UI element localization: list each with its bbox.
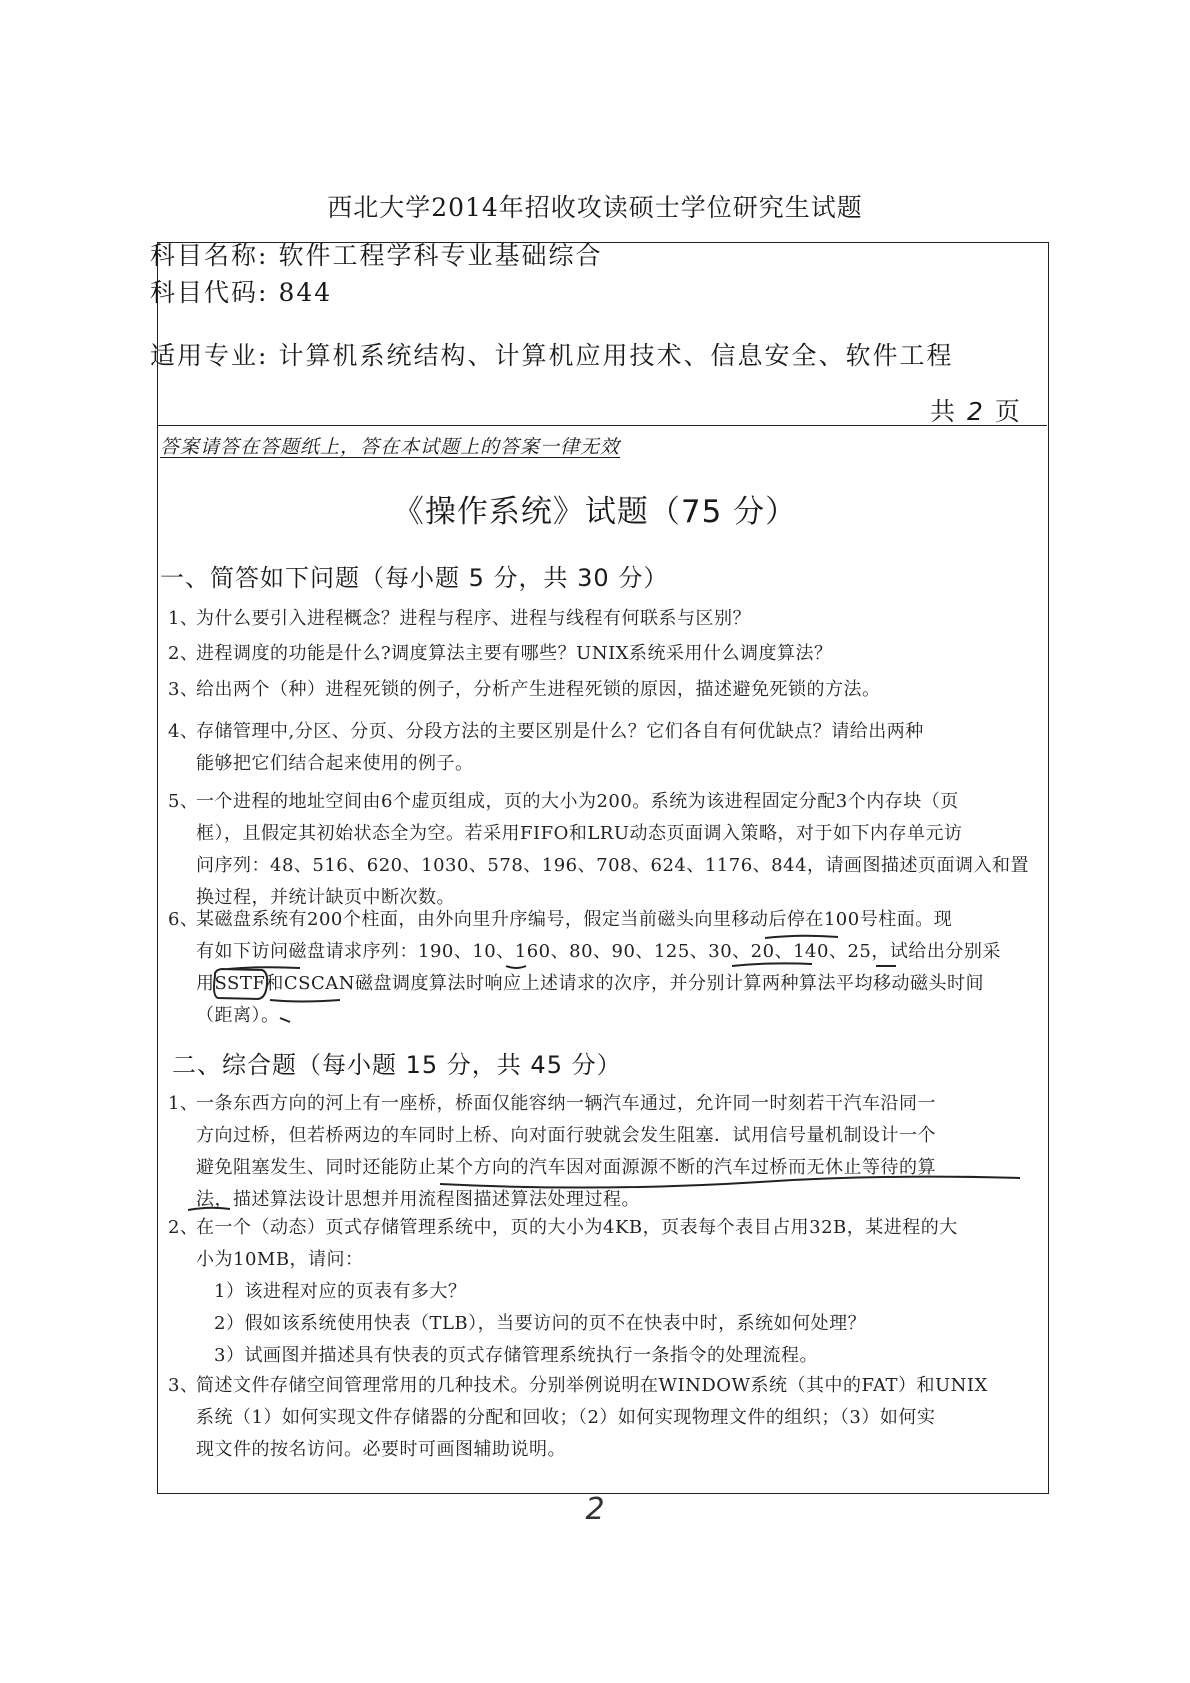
page-number: 2	[585, 1492, 605, 1527]
question-number: 5、	[168, 791, 199, 812]
section1-heading: 一、简答如下问题（每小题 5 分，共 30 分）	[160, 564, 669, 592]
question-text: 为什么要引入进程概念？进程与程序、进程与线程有何联系与区别？	[196, 608, 751, 629]
question-number: 2、	[168, 643, 199, 664]
question-text: 一条东西方向的河上有一座桥，桥面仅能容纳一辆汽车通过，允许同一时刻若干汽车沿同一	[196, 1093, 936, 1114]
question-number: 3、	[168, 1375, 199, 1396]
question-number: 3、	[168, 679, 199, 700]
section2-heading: 二、综合题（每小题 15 分，共 45 分）	[172, 1051, 622, 1079]
page-count	[930, 392, 1022, 428]
subject-code-value: 844	[278, 278, 333, 307]
question-1-4	[168, 716, 1046, 780]
subject-code-label: 科目代码:	[150, 278, 269, 307]
majors-row	[150, 336, 953, 372]
question-1-1	[168, 603, 1046, 635]
question-text: 用SSTF和CSCAN磁盘调度算法时响应上述请求的次序，并分别计算两种算法平均移动磁头时间	[196, 973, 984, 994]
question-text: 系统（1）如何实现文件存储器的分配和回收；（2）如何实现物理文件的组织；（3）如何实	[196, 1407, 936, 1428]
question-number: 4、	[168, 721, 199, 742]
exam-header-title: 西北大学2014年招收攻读硕士学位研究生试题	[327, 193, 863, 222]
answer-notice: 答案请答在答题纸上，答在本试题上的答案一律无效	[160, 436, 621, 458]
exam-title: 《操作系统》试题（75 分）	[392, 494, 798, 530]
question-1-5	[168, 786, 1046, 914]
question-text: 框），且假定其初始状态全为空。若采用FIFO和LRU动态页面调入策略，对于如下内存单元访	[196, 823, 963, 844]
question-text: 能够把它们结合起来使用的例子。	[196, 753, 474, 774]
question-text: 给出两个（种）进程死锁的例子，分析产生进程死锁的原因，描述避免死锁的方法。	[196, 679, 881, 700]
question-number: 1、	[168, 608, 199, 629]
question-text: 换过程，并统计缺页中断次数。	[196, 887, 455, 908]
question-number: 2、	[168, 1217, 199, 1238]
question-text: 法，描述算法设计思想并用流程图描述算法处理过程。	[196, 1189, 640, 1210]
question-text: 现文件的按名访问。必要时可画图辅助说明。	[196, 1439, 566, 1460]
subject-code-row	[150, 273, 332, 309]
page-count-suffix: 页	[994, 397, 1022, 426]
question-2-3	[168, 1370, 1046, 1466]
majors-value: 计算机系统结构、计算机应用技术、信息安全、软件工程	[278, 341, 954, 370]
question-1-3	[168, 674, 1046, 706]
question-text: 某磁盘系统有200个柱面，由外向里升序编号，假定当前磁头向里移动后停在100号柱面。现	[196, 909, 953, 930]
question-1-6	[168, 904, 1046, 1032]
sub-question: 2）假如该系统使用快表（TLB），当要访问的页不在快表中时，系统如何处理？	[214, 1313, 867, 1334]
question-2-2	[168, 1212, 1046, 1372]
sub-question: 1）该进程对应的页表有多大？	[214, 1281, 467, 1302]
question-text: 方向过桥，但若桥两边的车同时上桥、向对面行驶就会发生阻塞．试用信号量机制设计一个	[196, 1125, 936, 1146]
question-text: 简述文件存储空间管理常用的几种技术。分别举例说明在WINDOW系统（其中的FAT）和UNIX	[196, 1375, 988, 1396]
header-divider	[157, 425, 1047, 426]
majors-label: 适用专业:	[150, 341, 269, 370]
question-text: 一个进程的地址空间由6个虚页组成，页的大小为200。系统为该进程固定分配3个内存块（页	[196, 791, 959, 812]
question-text: 在一个（动态）页式存储管理系统中，页的大小为4KB，页表每个表目占用32B，某进程的大	[196, 1217, 958, 1238]
question-2-1	[168, 1088, 1046, 1216]
question-text: （距离）。	[196, 1005, 280, 1026]
question-text: 避免阻塞发生、同时还能防止某个方向的汽车因对面源源不断的汽车过桥而无休止等待的算	[196, 1157, 936, 1178]
subject-name-row	[150, 236, 602, 272]
question-text: 进程调度的功能是什么?调度算法主要有哪些？UNIX系统采用什么调度算法？	[196, 643, 833, 664]
question-text: 小为10MB，请问：	[196, 1249, 364, 1270]
page-count-prefix: 共	[930, 397, 958, 426]
question-text: 问序列：48、516、620、1030、578、196、708、624、1176、844，请画图描述页面调入和置	[196, 855, 1030, 876]
page-count-number: 2	[967, 397, 985, 426]
subject-name-value: 软件工程学科专业基础综合	[278, 241, 603, 270]
subject-name-label: 科目名称:	[150, 241, 269, 270]
question-number: 6、	[168, 909, 199, 930]
question-text: 有如下访问磁盘请求序列：190、10、160、80、90、125、30、20、140、25，试给出分别采	[196, 941, 1001, 962]
question-1-2	[168, 638, 1046, 670]
question-text: 存储管理中,分区、分页、分段方法的主要区别是什么？它们各自有何优缺点？请给出两种	[196, 721, 924, 742]
question-number: 1、	[168, 1093, 199, 1114]
sub-question: 3）试画图并描述具有快表的页式存储管理系统执行一条指令的处理流程。	[214, 1345, 818, 1366]
